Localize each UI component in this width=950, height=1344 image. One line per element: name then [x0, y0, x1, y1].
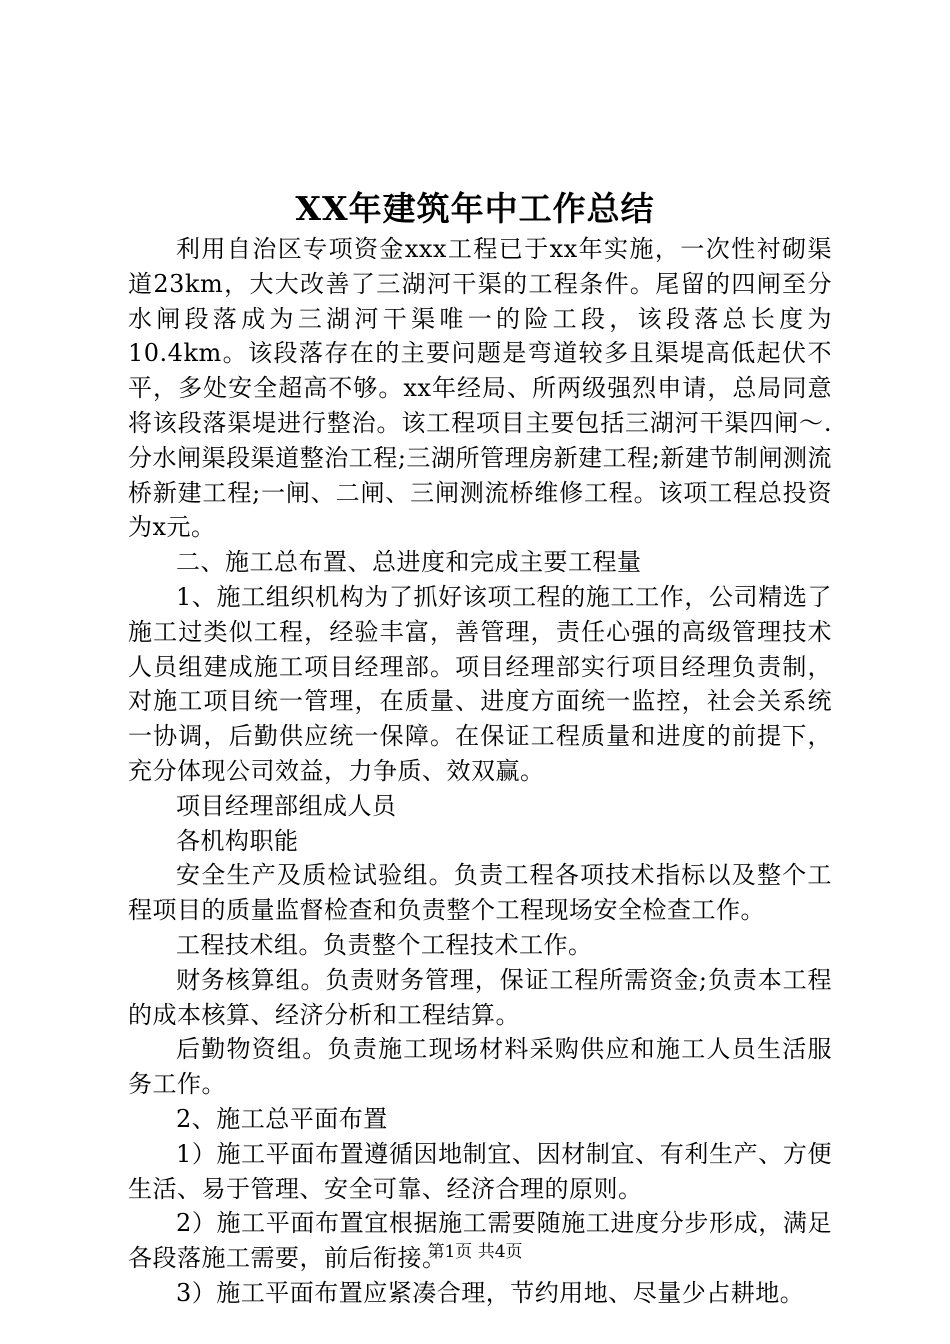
paragraph: 2、施工总平面布置 [176, 1104, 388, 1133]
paragraph: 工程技术组。负责整个工程技术工作。 [176, 930, 593, 959]
paragraph: 安全生产及质检试验组。负责工程各项技术指标以及整个工程项目的质量监督检查和负责整个工程现场安全检查工作。 [128, 861, 832, 925]
paragraph: 财务核算组。负责财务管理，保证工程所需资金;负责本工程的成本核算、经济分析和工程结算。 [128, 965, 832, 1029]
document-body [128, 232, 832, 1311]
paragraph: 项目经理部组成人员 [176, 791, 397, 820]
paragraph: 利用自治区专项资金xxx工程已于xx年实施，一次性衬砌渠道23km，大大改善了三湖河干渠的工程条件。尾留的四闸至分水闸段落成为三湖河干渠唯一的险工段，该段落总长度为10.4km。该段落存在的主要问题是弯道较多且渠堤高低起伏不平，多处安全超高不够。xx年经局、所两级强烈申请，总局同意将该段落渠堤进行整治。该工程项目主要包括三湖河干渠四闸～.分水闸渠段渠道整治工程;三湖所管理房新建工程;新建节制闸测流桥新建工程;一闸、二闸、三闸测流桥维修工程。该项工程总投资为x元。 [128, 235, 832, 542]
paragraph: 1、施工组织机构为了抓好该项工程的施工工作，公司精选了施工过类似工程，经验丰富，善管理，责任心强的高级管理技术人员组建成施工项目经理部。项目经理部实行项目经理负责制，对施工项目统一管理，在质量、进度方面统一监控，社会关系统一协调，后勤供应统一保障。在保证工程质量和进度的前提下，充分体现公司效益，力争质、效双赢。 [128, 582, 832, 785]
document-title: XX年建筑年中工作总结 [295, 189, 655, 228]
paragraph: 3）施工平面布置应紧凑合理，节约用地、尽量少占耕地。 [176, 1278, 805, 1307]
page-number-footer: 第1页 共4页 [427, 1242, 523, 1262]
paragraph: 1）施工平面布置遵循因地制宜、因材制宜、有利生产、方便生活、易于管理、安全可靠、经济合理的原则。 [128, 1139, 832, 1203]
paragraph: 各机构职能 [176, 826, 299, 855]
paragraph: 2）施工平面布置宜根据施工需要随施工进度分步形成，满足各段落施工需要，前后衔接。 [128, 1209, 832, 1273]
paragraph: 后勤物资组。负责施工现场材料采购供应和施工人员生活服务工作。 [128, 1035, 832, 1099]
section-heading: 二、施工总布置、总进度和完成主要工程量 [176, 548, 642, 577]
